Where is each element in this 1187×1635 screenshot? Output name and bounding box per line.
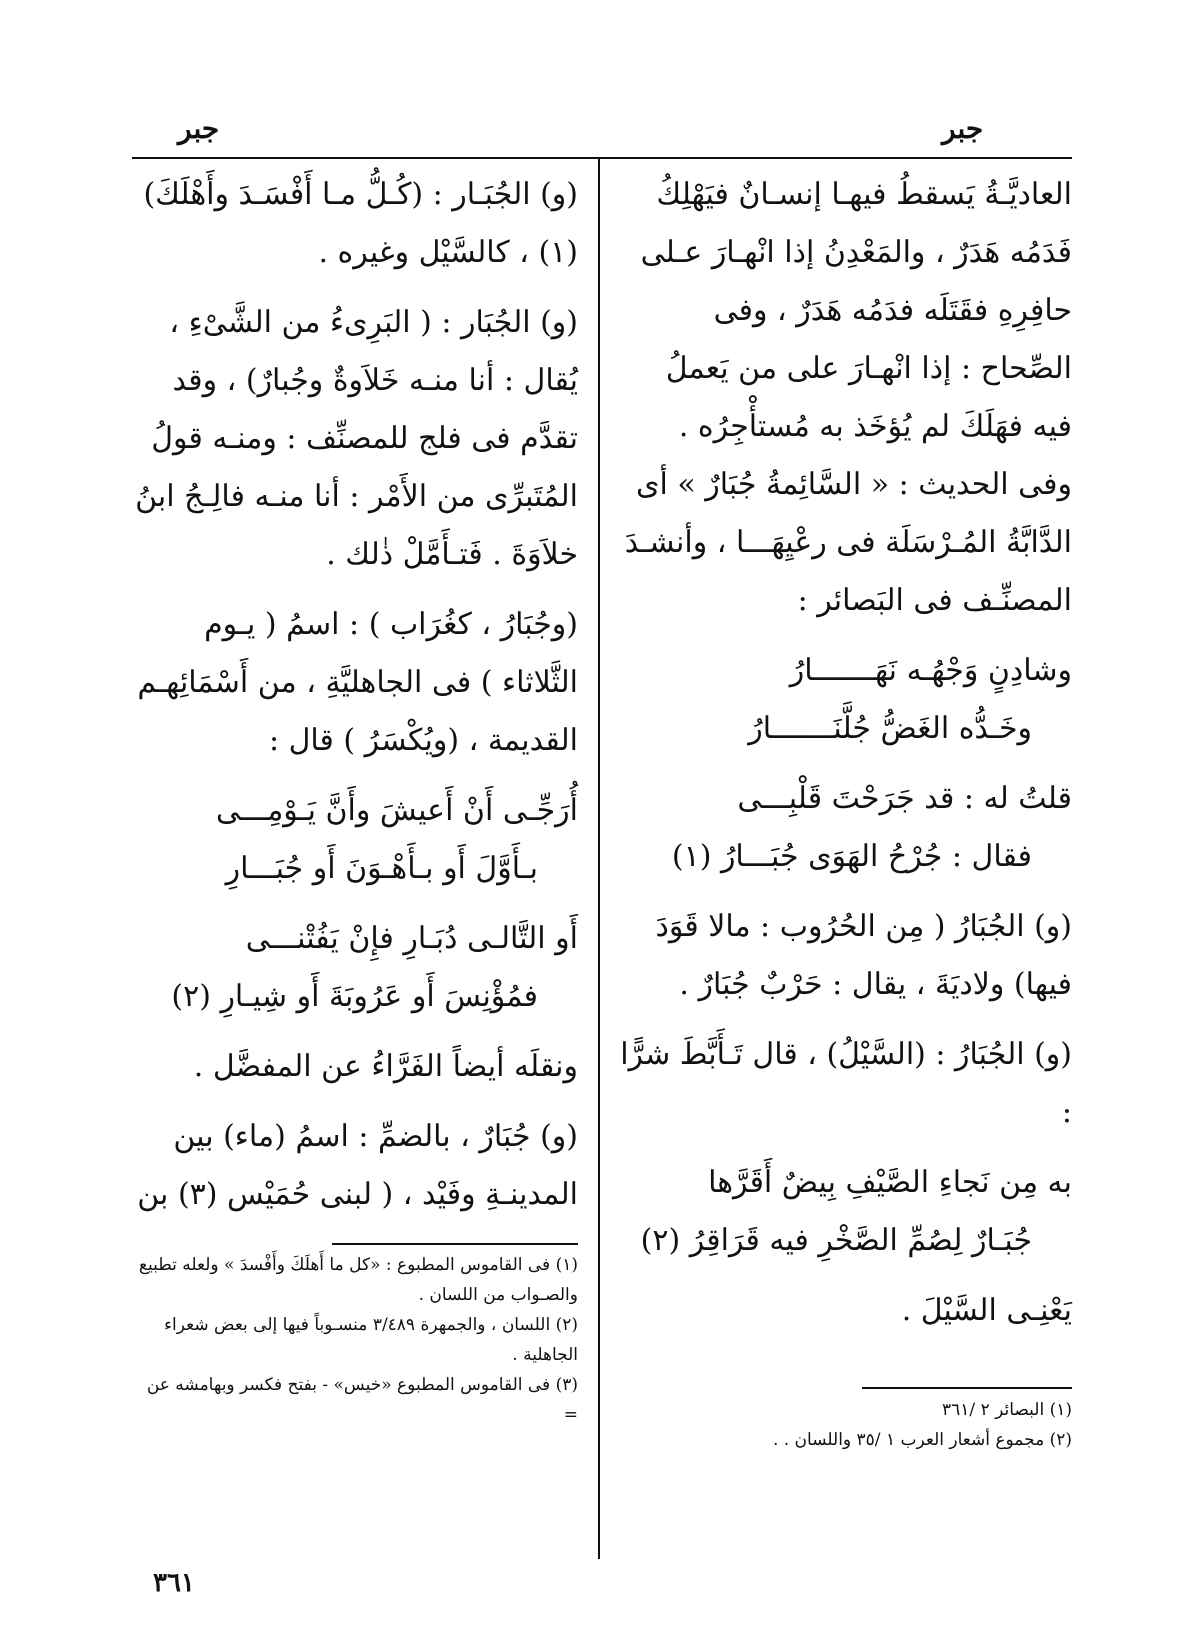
left-verse-1: [132, 782, 578, 898]
footnote: (٢) اللسان ، والجمهرة ٣/٤٨٩ منسـوباً فيها إلى بعض شعراء الجاهلية .: [164, 1315, 578, 1365]
right-verse-3: [620, 1154, 1072, 1270]
footnote: (١) فى القاموس المطبوع : «كل ما أَهلَكَ وأَفْسدَ » ولعله تطبيع والصـواب من اللسان .: [138, 1255, 578, 1305]
header-rule: [132, 157, 1072, 159]
verse-hemistich-1: به مِن نَجاءِ الصَّيْفِ بِيضٌ أَقَرَّها: [708, 1165, 1072, 1200]
verse-hemistich-2: فقال : جُرْحُ الهَوَى جُبَـــارُ (١): [671, 839, 1032, 874]
left-para-3: (وجُبَارُ ، كغُرَاب ) : اسمُ ( يـوم الثَّلاثاء ) فى الجاهليَّةِ ، من أَسْمَائِهـم القديمة ، (ويُكْسَرُ ) قال :: [137, 607, 578, 758]
right-para-1: العاديَّـةُ يَسقطُ فيهـا إنسـانٌ فيَهْلِكُ فَدَمُه هَدَرٌ ، والمَعْدِنُ إذا انْهـارَ عـلى حافِرِهِ فقَتَلَه فدَمُه هَدَرٌ ، وفى الصِّحاح : إذا انْهـارَ على من يَعملُ فيه فهَلَكَ لم يُؤخَذ به مُستأْجِرُه . وفى الحديث : « السَّائِمةُ جُبَارٌ » أى الدَّابَّةُ المُـرْسَلَة فى رعْيِهَـــا ، وأنشـدَ المصنِّـف فى البَصائر :: [624, 177, 1072, 618]
verse-hemistich-2: وخَـدُّه الغَضُّ جُلَّنَـــــــارُ: [748, 711, 1032, 746]
page-number: ٣٦١: [153, 1568, 195, 1598]
column-divider: [598, 159, 600, 1559]
verse-hemistich-1: أُرَجِّـى أَنْ أَعيشَ وأَنَّ يَـوْمِـــى: [215, 793, 578, 828]
verse-hemistich-1: وشادِنٍ وَجْهُـه نَهَـــــــارُ: [789, 653, 1072, 688]
verse-hemistich-2: بـأَوَّلَ أَو بـأَهْـوَنَ أَو جُبَـــارِ: [225, 851, 538, 886]
left-para-2: (و) الجُبَار : ( البَرِىءُ من الشَّىْءِ ، يُقال : أنا منـه خَلاَوةٌ وجُبارٌ) ، وقد تقدَّم فى فلج للمصنِّف : ومنـه قولُ المُتَبرِّى من الأَمْر : أنا منـه فالِـجُ ابنُ خلاَوَةَ . فَتـأَمَّلْ ذٰلك .: [135, 305, 578, 572]
footnotes-right: [620, 1395, 1072, 1455]
verse-hemistich-1: قلتُ له : قد جَرَحْتَ قَلْبِـــى: [737, 781, 1072, 816]
footnotes-left: [132, 1250, 578, 1430]
verse-hemistich-2: فمُؤْنِسَ أَو عَرُوبَةَ أَو شِيـارِ (٢): [171, 979, 538, 1014]
left-para-5: (و) جُبَارٌ ، بالضمِّ : اسمُ (ماء) بين المدينـةِ وفَيْد ، ( لبنى حُمَيْس (٣) بن: [137, 1119, 578, 1212]
left-para-1: (و) الجُبَـار : (كُـلُّ مـا أَفْسَـدَ وأَهْلَكَ)(١) ، كالسَّيْل وغيره .: [143, 177, 578, 270]
right-verse-1: [620, 642, 1072, 758]
left-verse-2: [132, 910, 578, 1026]
footnote-rule-left: [332, 1243, 578, 1245]
right-column: [620, 166, 1072, 1352]
right-para-3: (و) الجُبَارُ : (السَّيْلُ) ، قال تَـأَبَّطَ شرًّا :: [620, 1037, 1072, 1130]
footnote-rule-right: [862, 1387, 1072, 1389]
right-para-4: يَعْنِـى السَّيْلَ .: [901, 1293, 1072, 1328]
footnote: (١) البصائر ٢ /٣٦١: [942, 1400, 1072, 1420]
right-para-2: (و) الجُبَارُ ( مِن الحُرُوب : مالا قَوَدَ فيها) ولاديَةَ ، يقال : حَرْبٌ جُبَارٌ .: [655, 909, 1072, 1002]
left-para-4: ونقلَه أيضاً الفَرَّاءُ عن المفضَّل .: [193, 1049, 578, 1084]
footnote: (٣) فى القاموس المطبوع «خيس» - بفتح فكسر وبهامشه عن =: [146, 1375, 578, 1425]
verse-hemistich-2: جُبَـارٌ لِصُمِّ الصَّخْرِ فيه قَرَاقِرُ (٢): [640, 1223, 1032, 1258]
left-column: [132, 166, 578, 1236]
running-header-right: جبر: [942, 112, 984, 145]
footnote: (٢) مجموع أشعار العرب ١ /٣٥ واللسان . .: [772, 1430, 1072, 1450]
running-header-left: جبر: [178, 112, 220, 145]
verse-hemistich-1: أَو التَّالـى دُبَـارِ فإِنْ يَفُتْنـــى: [245, 921, 578, 956]
right-verse-2: [620, 770, 1072, 886]
